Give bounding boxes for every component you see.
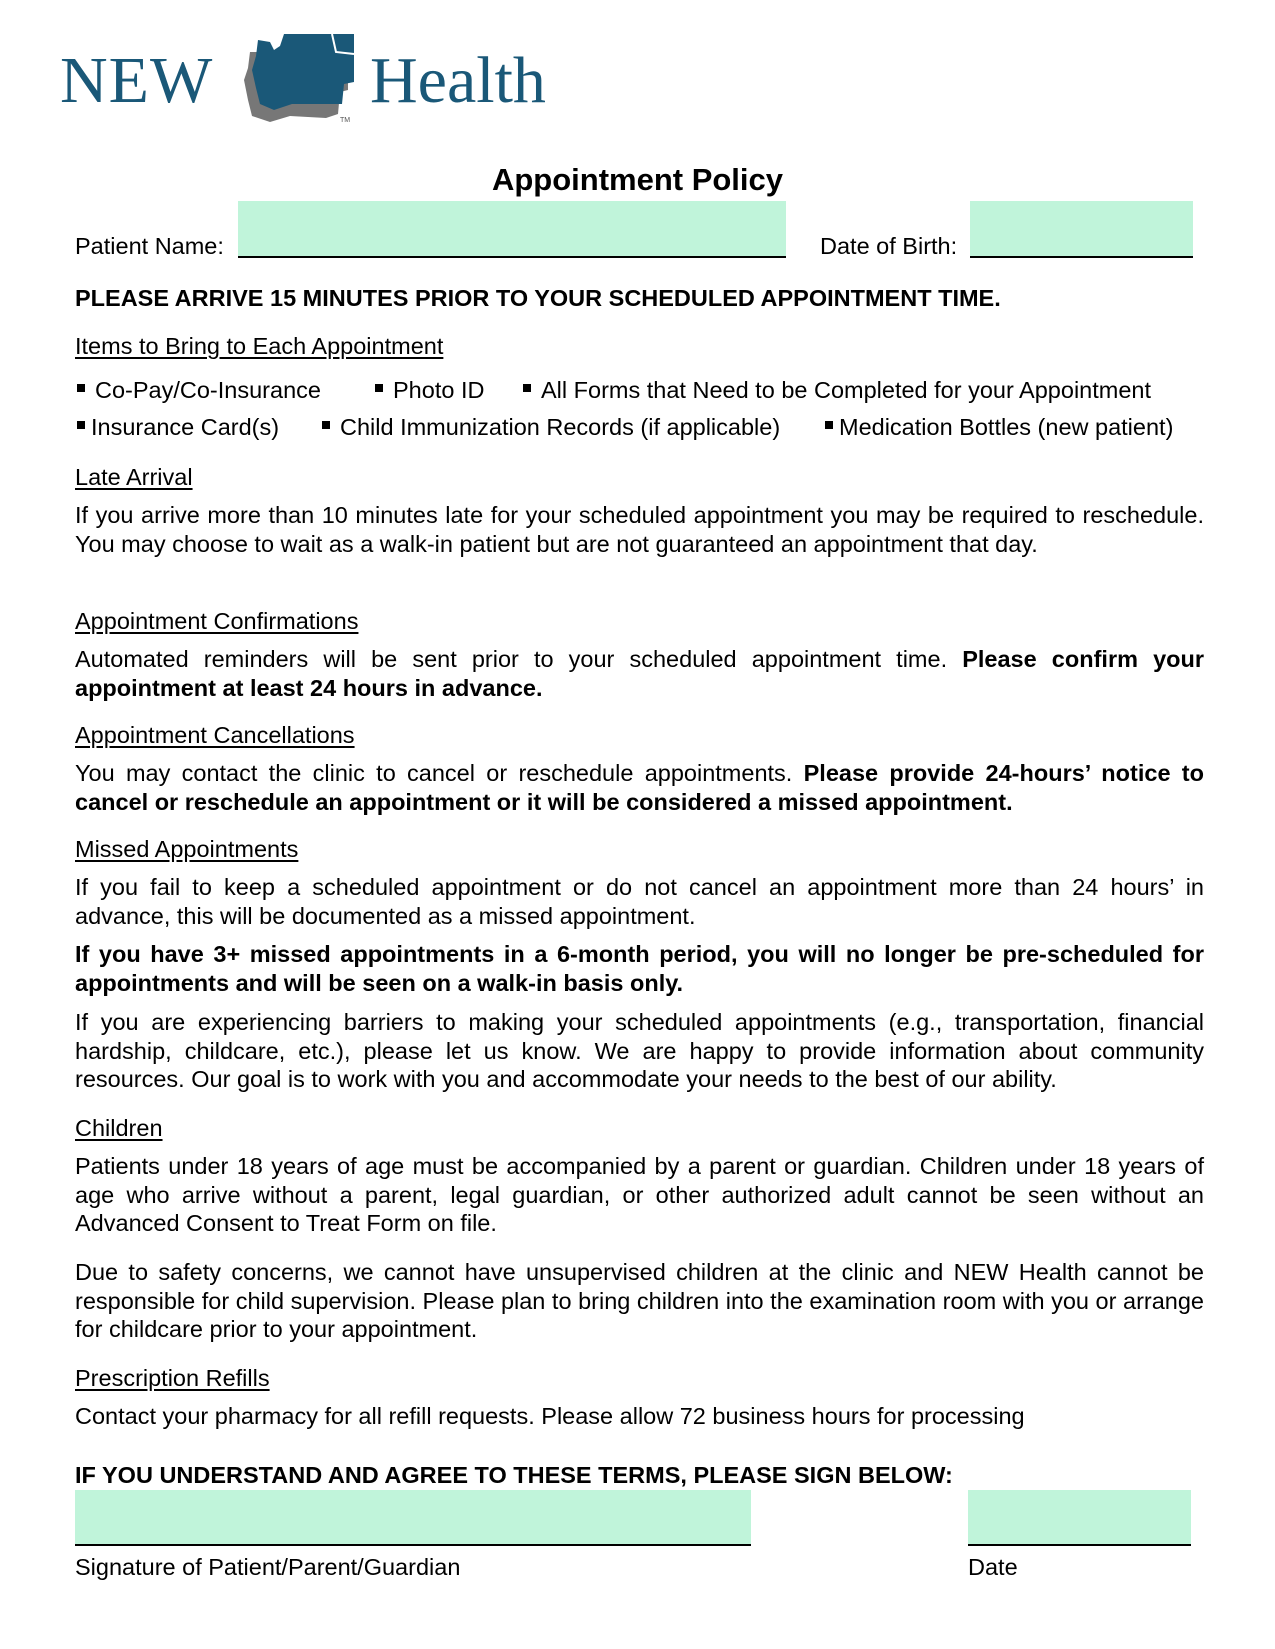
dob-label: Date of Birth:: [820, 233, 958, 259]
missed-heading: Missed Appointments: [75, 836, 299, 862]
bullet-icon: [375, 384, 383, 392]
bullet-icon: [77, 421, 85, 429]
refills-heading: Prescription Refills: [75, 1365, 270, 1391]
list-item: Photo ID: [375, 376, 484, 404]
signature-date-field[interactable]: [968, 1490, 1191, 1546]
items-row-1: [75, 376, 1204, 404]
signature-label: Signature of Patient/Parent/Guardian: [75, 1554, 461, 1580]
late-arrival-heading: Late Arrival: [75, 464, 193, 490]
bullet-icon: [322, 421, 330, 429]
patient-name-label: Patient Name:: [75, 233, 224, 259]
missed-text: If you fail to keep a scheduled appointment or do not cancel an appointment more than 24 hours’ in advance, this will be documented as a missed appointment.: [75, 874, 1204, 929]
confirmations-text: Automated reminders will be sent prior to your scheduled appointment time. Please confirm your appointment at least 24 hours in advance.: [75, 646, 1205, 701]
list-item: Medication Bottles (new patient): [825, 413, 1173, 441]
dob-field[interactable]: [970, 201, 1193, 258]
bullet-icon: [523, 384, 531, 392]
washington-state-icon: [230, 30, 370, 125]
list-item: All Forms that Need to be Completed for your Appointment: [523, 376, 1151, 404]
signature-field[interactable]: [75, 1490, 751, 1546]
list-item: Child Immunization Records (if applicable): [322, 413, 780, 441]
list-item: Insurance Card(s): [77, 413, 279, 441]
logo-health-text: Health: [370, 44, 546, 117]
confirmations-heading: Appointment Confirmations: [75, 608, 359, 634]
bullet-icon: [825, 421, 833, 429]
children-heading: Children: [75, 1115, 163, 1141]
refills-text: Contact your pharmacy for all refill requests. Please allow 72 business hours for processing: [75, 1403, 1025, 1429]
children-text-1: Patients under 18 years of age must be accompanied by a parent or guardian. Children under 18 years of age who arrive without a parent, legal guardian, or other authorized adult cannot be seen without an Advanced Consent to Treat Form on file.: [75, 1153, 1204, 1236]
cancellations-heading: Appointment Cancellations: [75, 722, 355, 748]
items-row-2: [75, 413, 1204, 441]
page-title: Appointment Policy: [491, 162, 784, 197]
late-arrival-text: If you arrive more than 10 minutes late for your scheduled appointment you may be required to reschedule. You may choose to wait as a walk-in patient but are not guaranteed an appointment that day.: [75, 502, 1204, 557]
logo-new-text: NEW: [60, 44, 214, 117]
sign-prompt: IF YOU UNDERSTAND AND AGREE TO THESE TERMS, PLEASE SIGN BELOW:: [75, 1462, 953, 1488]
logo-tm-mark: TM: [340, 117, 351, 124]
barriers-text: If you are experiencing barriers to making your scheduled appointments (e.g., transportation, financial hardship, childcare, etc.), please let us know. We are happy to provide information about community resources. Our goal is to work with you and accommodate your needs to the best of our ability.: [75, 1009, 1204, 1092]
list-item: Co-Pay/Co-Insurance: [77, 376, 321, 404]
cancellations-text: You may contact the clinic to cancel or reschedule appointments. Please provide 24-hours’ notice to cancel or reschedule an appointment or it will be considered a missed appointment.: [75, 760, 1204, 815]
patient-name-field[interactable]: [238, 201, 786, 258]
signature-date-label: Date: [968, 1554, 1018, 1580]
new-health-logo: [60, 30, 580, 130]
bullet-icon: [77, 384, 85, 392]
missed-policy-text: If you have 3+ missed appointments in a 6-month period, you will no longer be pre-scheduled for appointments and will be seen on a walk-in basis only.: [75, 941, 1204, 996]
arrive-notice: PLEASE ARRIVE 15 MINUTES PRIOR TO YOUR SCHEDULED APPOINTMENT TIME.: [75, 285, 1001, 311]
children-text-2: Due to safety concerns, we cannot have unsupervised children at the clinic and NEW Health cannot be responsible for child supervision. Please plan to bring children into the examination room with you or arrange for childcare prior to your appointment.: [75, 1259, 1204, 1342]
items-heading: Items to Bring to Each Appointment: [75, 333, 444, 359]
